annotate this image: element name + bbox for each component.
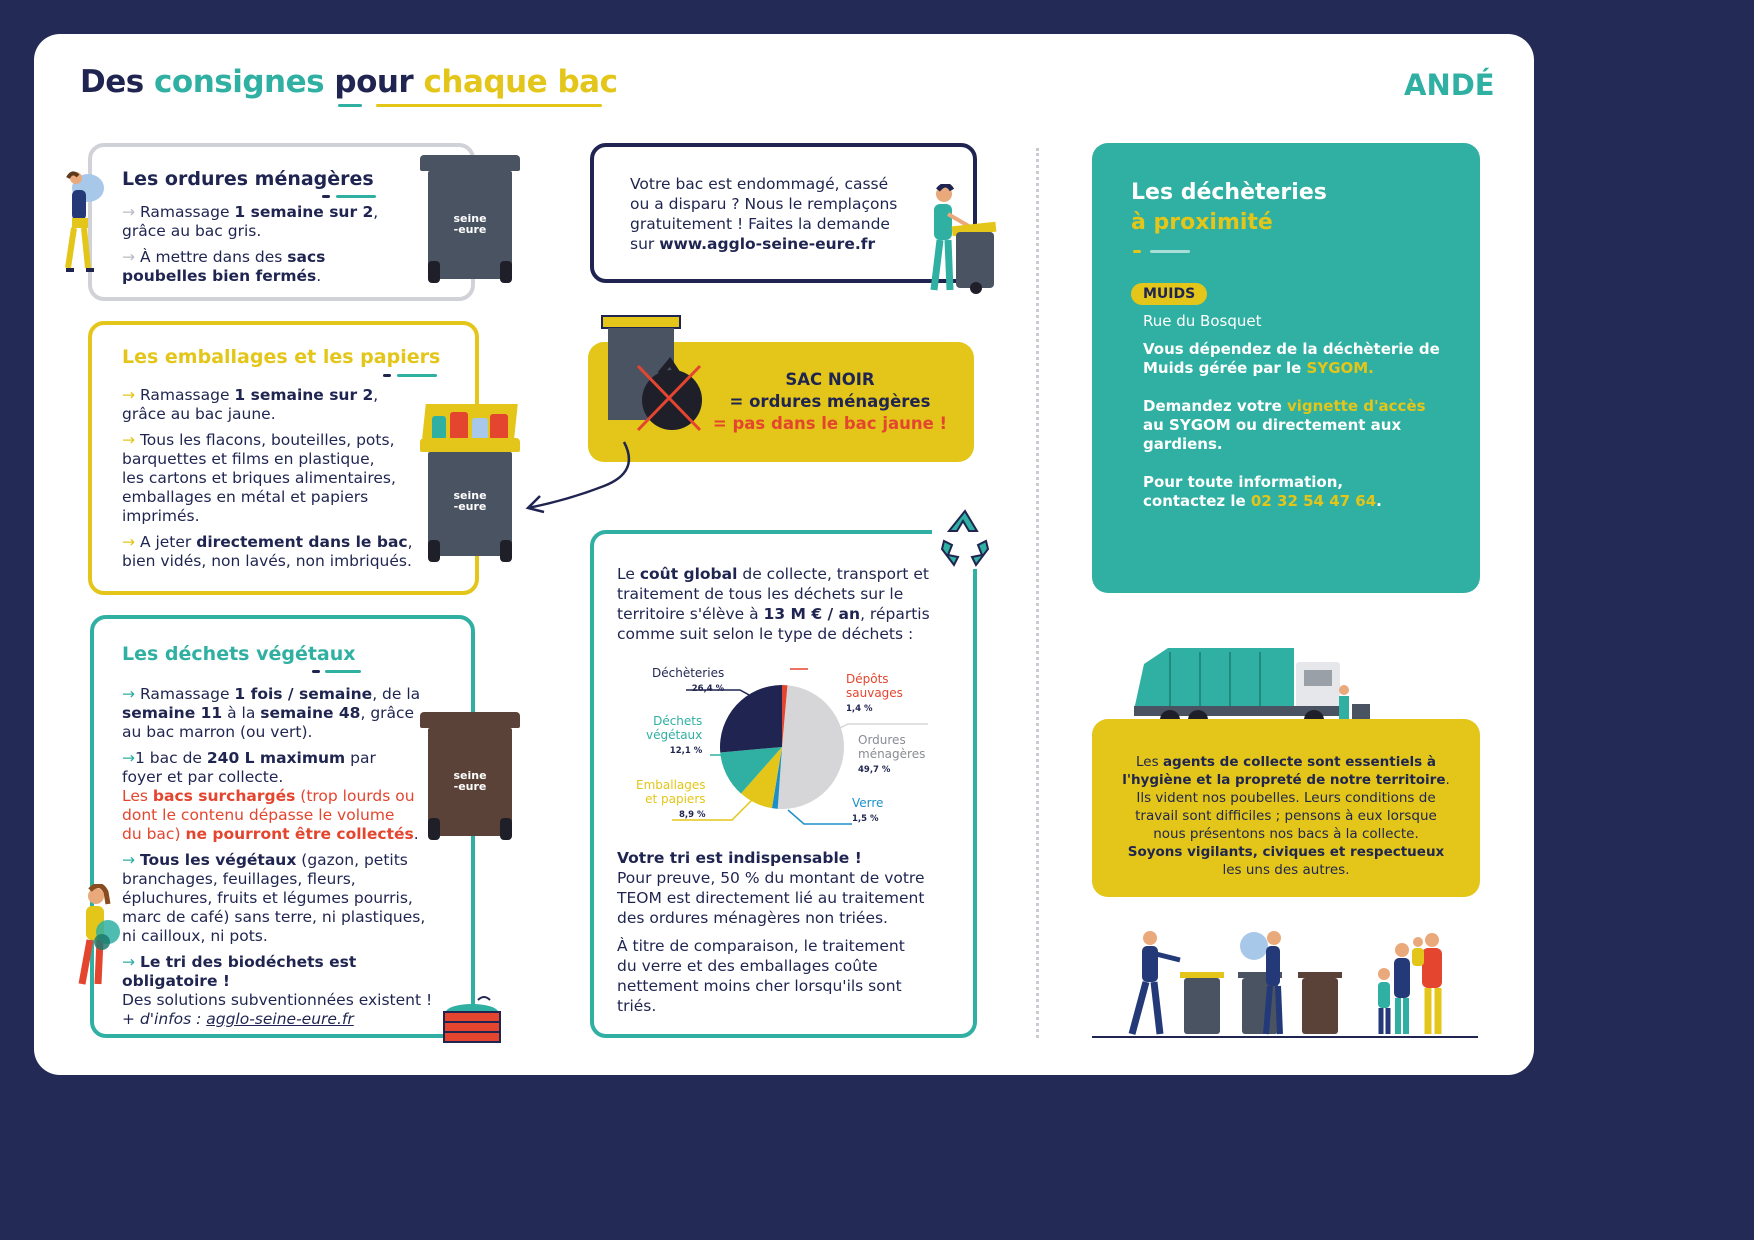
decheterie-name-badge: MUIDS xyxy=(1131,283,1207,305)
arrow-icon: → xyxy=(122,749,135,767)
decheteries-dash-2 xyxy=(1150,250,1190,253)
arrow-icon: → xyxy=(122,533,135,551)
pie-label-verre: Verre 1,5 % xyxy=(852,796,884,824)
vegetaux-dash-1 xyxy=(312,670,320,673)
arrow-icon: → xyxy=(122,851,135,869)
arrow-icon: → xyxy=(122,248,135,266)
vegetaux-text: → Ramassage 1 fois / semaine, de la semaine 11 à la semaine 48, grâce au bac marron (ou vert). →1 bac de 240 L maximum par foyer et par collecte. Les bacs surchargés (trop lourds ou dont le contenu dépasse le volume du bac) ne pourront être collectés. → Tous les végétaux (gazon, petits branchages, feuillages, fleurs, épluchures, fruits et légumes pourris, marc de café) sans terre, ni plastiques, ni cailloux, ni pots. → Le tri des biodéchets est obligatoire ! Des solutions subventionnées existent ! + d'infos : agglo-seine-eure.fr xyxy=(122,685,433,1028)
arrow-icon: → xyxy=(122,685,135,703)
column-divider xyxy=(1036,148,1039,1038)
title-dash-teal xyxy=(338,104,362,107)
arrow-icon: → xyxy=(122,203,135,221)
decheterie-address: Rue du Bosquet xyxy=(1143,312,1262,330)
title-word-3: pour xyxy=(334,64,414,100)
pie-slice-d-ch-teries xyxy=(720,685,782,752)
emballages-dash-1 xyxy=(383,374,391,377)
emballages-dash-2 xyxy=(397,374,437,377)
decheteries-title: Les déchèteries à proximité xyxy=(1131,180,1327,235)
agglo-link[interactable]: agglo-seine-eure.fr xyxy=(206,1010,354,1028)
title-word-2: consignes xyxy=(154,64,325,100)
person-with-plants-icon xyxy=(60,884,124,992)
recycle-icon xyxy=(932,505,998,569)
grey-bin-icon: seine -eure xyxy=(420,155,520,289)
emballages-text: → Ramassage 1 semaine sur 2, grâce au bac jaune. → Tous les flacons, bouteilles, pots, barquettes et films en plastique, les cartons et briques alimentaires, emballages en métal et papiers imprimés. → A jeter directement dans le bac, bien vidés, non lavés, non imbriqués. xyxy=(122,386,413,570)
ordures-title: Les ordures ménagères xyxy=(122,168,374,190)
emballages-title: Les emballages et les papiers xyxy=(122,346,441,368)
arrow-icon: → xyxy=(122,386,135,404)
damaged-text: Votre bac est endommagé, cassé ou a disparu ? Nous le remplaçons gratuitement ! Faites la demande sur www.agglo-seine-eure.fr xyxy=(630,175,898,253)
vegetaux-title: Les déchets végétaux xyxy=(122,643,356,665)
agglo-website-link[interactable]: www.agglo-seine-eure.fr xyxy=(659,235,876,253)
decheteries-text: Vous dépendez de la déchèterie de Muids gérée par le SYGOM. Demandez votre vignette d'accès au SYGOM ou directement aux gardiens. Pour toute information, contactez le 02 32 54 47 64. xyxy=(1143,340,1440,510)
ordures-dash-2 xyxy=(336,195,376,198)
cost-conclusion: Votre tri est indispensable ! Pour preuve, 50 % du montant de votre TEOM est directement lié au traitement des ordures ménagères non triées. À titre de comparaison, le traitement du verre et des emballages coûte nettement moins cher lorsqu'ils sont triés. xyxy=(617,849,925,1015)
pie-slice-ordures-m-nag-res xyxy=(778,685,844,809)
cost-intro: Le coût global de collecte, transport et traitement de tous les déchets sur le territoire s'élève à 13 M € / an, répartis comme suit selon le type de déchets : xyxy=(617,565,930,643)
arrow-icon: → xyxy=(122,953,135,971)
ordures-text: → Ramassage 1 semaine sur 2, grâce au bac gris. → À mettre dans des sacs poubelles bien fermés. xyxy=(122,203,379,285)
decheteries-dash-1 xyxy=(1133,250,1141,253)
pie-label-depots: Dépôts sauvages 1,4 % xyxy=(846,672,903,714)
title-word-1: Des xyxy=(80,64,144,100)
people-sorting-waste-illustration xyxy=(1092,926,1480,1042)
pie-label-emballages: Emballages et papiers 8,9 % xyxy=(636,778,706,820)
person-pulling-bin-icon xyxy=(918,184,1002,296)
compost-box-icon xyxy=(438,994,506,1046)
vegetaux-dash-2 xyxy=(325,670,361,673)
arrow-icon: → xyxy=(122,431,135,449)
person-carrying-bag-icon xyxy=(58,168,108,276)
ordures-dash-1 xyxy=(322,195,330,198)
commune-name: ANDÉ xyxy=(1404,68,1495,102)
pie-label-decheteries: Déchèteries 26,4 % xyxy=(652,666,725,694)
curved-arrow-icon xyxy=(520,436,640,526)
agents-text: Les agents de collecte sont essentiels à l'hygiène et la propreté de notre territoire. Ils vident nos poubelles. Leurs conditions de travail sont difficiles ; pensons à eux lorsque nous présentons nos bacs à la collecte. Soyons vigilants, civiques et respectueux les uns des autres. xyxy=(1122,754,1450,878)
yellow-lid-bin-icon: seine -eure xyxy=(420,404,520,564)
phone-number[interactable]: 02 32 54 47 64 xyxy=(1250,492,1377,510)
pie-label-vegetaux: Déchets végétaux 12,1 % xyxy=(646,714,703,756)
brown-bin-icon: seine -eure xyxy=(420,712,520,846)
black-bag-not-in-yellow-bin-icon xyxy=(600,314,710,434)
title-word-4: chaque bac xyxy=(423,64,618,100)
page-title xyxy=(80,64,617,100)
sac-noir-text: SAC NOIR = ordures ménagères = pas dans le bac jaune ! xyxy=(712,370,948,433)
pie-label-ordures: Ordures ménagères 49,7 % xyxy=(858,733,926,775)
title-underline-yellow xyxy=(376,104,602,107)
